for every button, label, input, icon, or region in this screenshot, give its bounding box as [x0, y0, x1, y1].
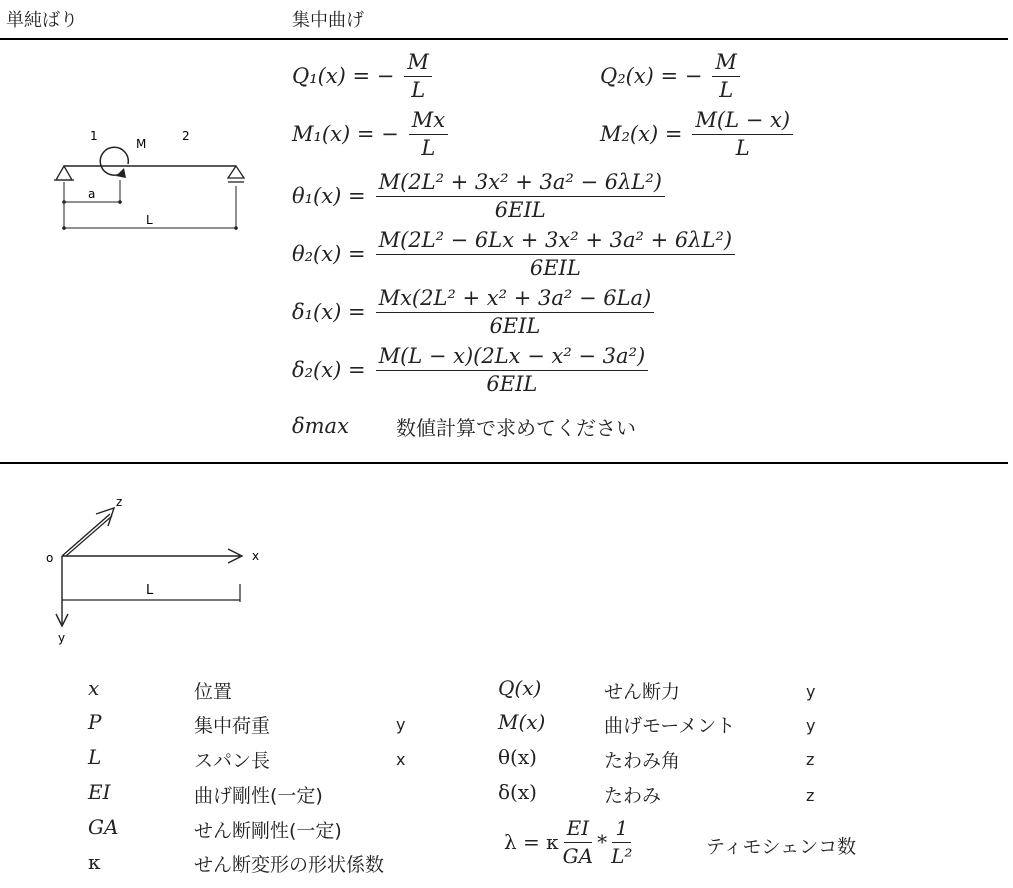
- legend-desc-span: スパン長: [194, 750, 271, 772]
- beam-label-1: 1: [90, 129, 98, 143]
- legend-desc-bending-moment: 曲げモーメント: [604, 715, 736, 737]
- legend-desc-shape-factor: せん断変形の形状係数: [194, 854, 385, 876]
- header-divider: [0, 38, 1008, 40]
- legend-desc-deflection: たわみ: [604, 785, 662, 807]
- legend-symbol-mx: M(x): [498, 710, 546, 734]
- eq-m1-lhs: M₁(x) = −: [292, 122, 399, 146]
- eq-q1-num: M: [404, 50, 432, 77]
- eq-m2-lhs: M₂(x) =: [600, 122, 683, 146]
- eq-theta1-den: 6EIL: [494, 198, 546, 222]
- eq-delta2: [292, 340, 652, 400]
- eq-delta1: [292, 282, 658, 342]
- axis-label-o: o: [46, 551, 54, 565]
- eq-q1-lhs: Q₁(x) = −: [292, 64, 395, 88]
- legend-symbol-kappa: κ: [88, 850, 101, 874]
- legend-symbol-theta: θ(x): [498, 745, 537, 769]
- eq-m1: [292, 104, 452, 164]
- legend-symbol-l: L: [88, 745, 102, 769]
- legend-symbol-p: P: [88, 710, 102, 734]
- legend-desc-slope: たわみ角: [604, 750, 681, 772]
- legend-axis-qx: y: [806, 682, 816, 701]
- eq-q1: [292, 46, 436, 106]
- beam-label-l: L: [146, 213, 153, 227]
- beam-label-m: M: [136, 137, 147, 151]
- eq-delta1-lhs: δ₁(x) =: [292, 300, 366, 324]
- eq-theta2: [292, 224, 739, 284]
- beam-label-a: a: [88, 187, 96, 201]
- eq-delta2-num: M(L − x)(2Lx − x² − 3a²): [376, 344, 649, 371]
- legend-desc-shear-force: せん断力: [604, 681, 681, 703]
- legend-desc-shear-rigidity: せん断剛性(一定): [194, 820, 342, 842]
- lambda-f1-num: EI: [564, 816, 593, 843]
- eq-theta1-lhs: θ₁(x) =: [292, 184, 366, 208]
- legend-axis-p: y: [396, 715, 406, 734]
- eq-q2-den: L: [719, 78, 734, 102]
- lambda-times: *: [597, 830, 608, 854]
- axis-label-x: x: [252, 549, 260, 563]
- eq-m2-num: M(L − x): [692, 108, 793, 135]
- legend-symbol-ei: EI: [88, 780, 111, 804]
- eq-delta-max-symbol: δmax: [292, 414, 349, 438]
- eq-theta2-num: M(2L² − 6Lx + 3x² + 3a² + 6λL²): [376, 228, 736, 255]
- eq-delta1-den: 6EIL: [489, 314, 541, 338]
- legend-symbol-delta: δ(x): [498, 780, 537, 804]
- eq-m2: [600, 104, 797, 164]
- legend-axis-theta: z: [806, 750, 815, 769]
- lambda-formula: [504, 816, 636, 868]
- axis-diagram: [40, 494, 280, 650]
- legend-symbol-ga: GA: [88, 815, 119, 839]
- eq-q2-lhs: Q₂(x) = −: [600, 64, 703, 88]
- axis-label-z: z: [116, 495, 123, 509]
- eq-m1-den: L: [421, 136, 436, 160]
- eq-delta2-den: 6EIL: [486, 372, 538, 396]
- legend-axis-mx: y: [806, 716, 816, 735]
- eq-q1-den: L: [411, 78, 426, 102]
- eq-delta-max-note: 数値計算で求めてください: [396, 415, 636, 440]
- eq-m1-num: Mx: [409, 108, 448, 135]
- legend-symbol-qx: Q(x): [498, 676, 542, 700]
- beam-diagram: [40, 120, 260, 240]
- eq-theta2-den: 6EIL: [529, 256, 581, 280]
- lambda-f1-den: GA: [562, 844, 594, 868]
- beam-label-2: 2: [182, 129, 190, 143]
- eq-q2-num: M: [712, 50, 740, 77]
- section-divider: [0, 462, 1008, 464]
- lambda-f2-den: L²: [611, 844, 633, 868]
- legend-desc-position: 位置: [194, 681, 233, 703]
- eq-delta-max: [292, 396, 636, 456]
- eq-theta1-num: M(2L² + 3x² + 3a² − 6λL²): [376, 170, 665, 197]
- eq-delta1-num: Mx(2L² + x² + 3a² − 6La): [376, 286, 655, 313]
- section-title-simple-beam: 単純ばり: [6, 10, 78, 31]
- eq-m2-den: L: [735, 136, 750, 160]
- eq-q2: [600, 46, 744, 106]
- lambda-lhs: λ = κ: [504, 830, 559, 854]
- legend-axis-delta: z: [806, 786, 815, 805]
- section-title-concentrated-moment: 集中曲げ: [292, 10, 364, 31]
- lambda-f2-num: 1: [612, 816, 631, 843]
- axis-label-y: y: [58, 631, 66, 645]
- legend-desc-load: 集中荷重: [194, 715, 271, 737]
- legend-symbol-x: x: [88, 676, 100, 700]
- eq-theta2-lhs: θ₂(x) =: [292, 242, 366, 266]
- eq-theta1: [292, 166, 669, 226]
- legend-desc-flexural-rigidity: 曲げ剛性(一定): [194, 785, 323, 807]
- legend-axis-l: x: [396, 750, 406, 769]
- axis-label-l: L: [146, 583, 154, 598]
- lambda-desc: ティモシェンコ数: [706, 836, 857, 858]
- eq-delta2-lhs: δ₂(x) =: [292, 358, 366, 382]
